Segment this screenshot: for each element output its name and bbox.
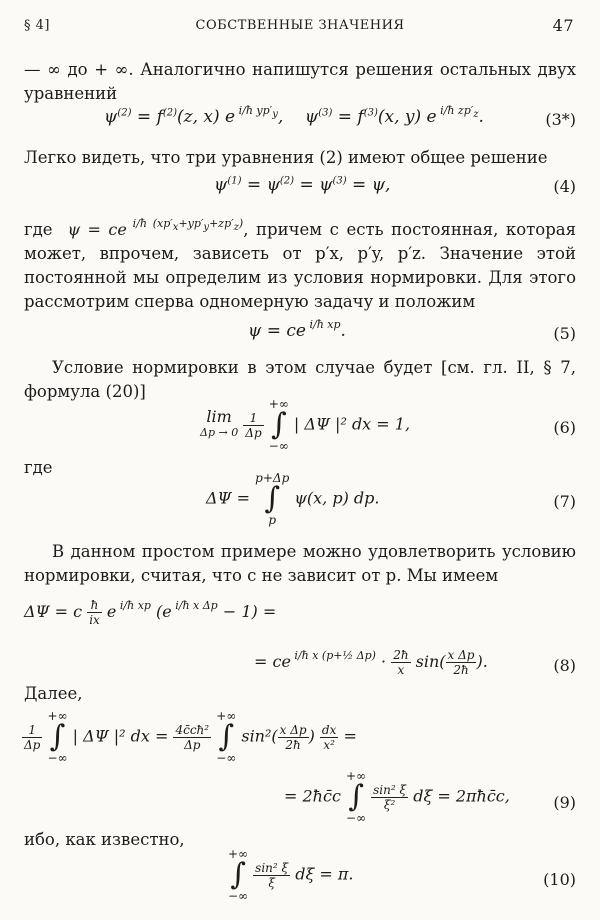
equation-label-7: (7) <box>553 492 576 511</box>
paragraph-3-rest: , причем c есть постоянная, которая может, впрочем, зависеть от p′x, p′y, p′z. Значение этой постоянной мы определим из условия нормировки. Для этого рассмотрим сперва одномерную задачу и положим <box>24 220 577 311</box>
equation-8-line-1: ΔΨ = c $\frac{ħ}{ix}$ e $^{i/ħ xp}$ (e $^{i/ħ x \Delta p}$ − 1) = <box>24 598 277 627</box>
running-title: СОБСТВЕННЫЕ ЗНАЧЕНИЯ <box>195 18 405 33</box>
equation-label-9: (9) <box>553 793 576 812</box>
paragraph-2: Легко видеть, что три уравнения (2) имеют общее решение <box>24 148 548 167</box>
equation-9-line-2: = 2ħc̄c +∞ ∫ −∞ $\frac{\text{sin² ξ}}{\text{ξ²}}$ dξ = 2πħc̄c, <box>284 769 510 825</box>
equation-3star: $\psi^{(2)} = f^{(2)}(z$, x) e $^{i/ħ yp'_y}$, $\psi^{(3)} = f^{(3)}(x$, y) e $^{i/ħ zp'_z}$. <box>104 104 484 127</box>
equation-7: ΔΨ = p+Δp ∫ p ψ(x, p) dp. <box>206 471 380 527</box>
equation-4: $\psi^{(1)} = \psi^{(2)} = \psi^{(3)} = \psi$, <box>214 175 391 195</box>
equation-label-8: (8) <box>553 656 576 675</box>
equation-5: ψ = ce $^{i/ħ xp}$. <box>248 318 346 341</box>
equation-label-5: (5) <box>553 324 576 343</box>
equation-label-6: (6) <box>553 418 576 437</box>
paragraph-6: В данном простом примере можно удовлетворить условию нормировки, считая, что c не зависит от p. Мы имеем <box>24 542 576 585</box>
section-marker: § 4] <box>24 18 50 33</box>
equation-label-4: (4) <box>553 177 576 196</box>
paragraph-5: где <box>24 458 53 477</box>
paragraph-7: Далее, <box>24 684 83 703</box>
equation-label-3star: (3*) <box>545 110 576 129</box>
page-number: 47 <box>552 16 574 35</box>
equation-10: +∞ ∫ −∞ $\frac{\text{sin² ξ}}{\xi}$ dξ = π. <box>228 847 354 903</box>
paragraph-8: ибо, как известно, <box>24 830 185 849</box>
paragraph-4: Условие нормировки в этом случае будет [см. гл. II, § 7, формула (20)] <box>24 358 576 401</box>
equation-label-10: (10) <box>543 870 576 889</box>
equation-6: lim Δp → 0 $\frac{1}{\Delta p}$ +∞ ∫ −∞ | ΔΨ |² dx = 1, <box>200 397 411 453</box>
equation-9-line-1: $\frac{1}{\Delta p}$ +∞ ∫ −∞ | ΔΨ |² dx = $\frac{\text{4c̄cħ²}}{\Delta p}$ +∞ ∫ −∞ sin²( $\frac{\text{x Δp}}{2ħ}$ ) $\frac{dx}{\text{x²}}$ = <box>24 709 357 765</box>
word-where: где <box>24 220 53 239</box>
paragraph-1: — ∞ до + ∞. Аналогично напишутся решения остальных двух уравнений <box>24 60 576 103</box>
equation-psi-general: ψ = ce $^{i/ħ (xp'_x+yp'_y+zp'_z)}$ <box>60 217 244 239</box>
paragraph-3 <box>24 212 576 314</box>
equation-8-line-2: = ce $^{i/ħ x (p+\frac{1}{2} \Delta p)}$ · $\frac{2ħ}{x}$ sin( $\frac{\text{x Δp}}{2ħ}$ ). <box>254 648 488 677</box>
